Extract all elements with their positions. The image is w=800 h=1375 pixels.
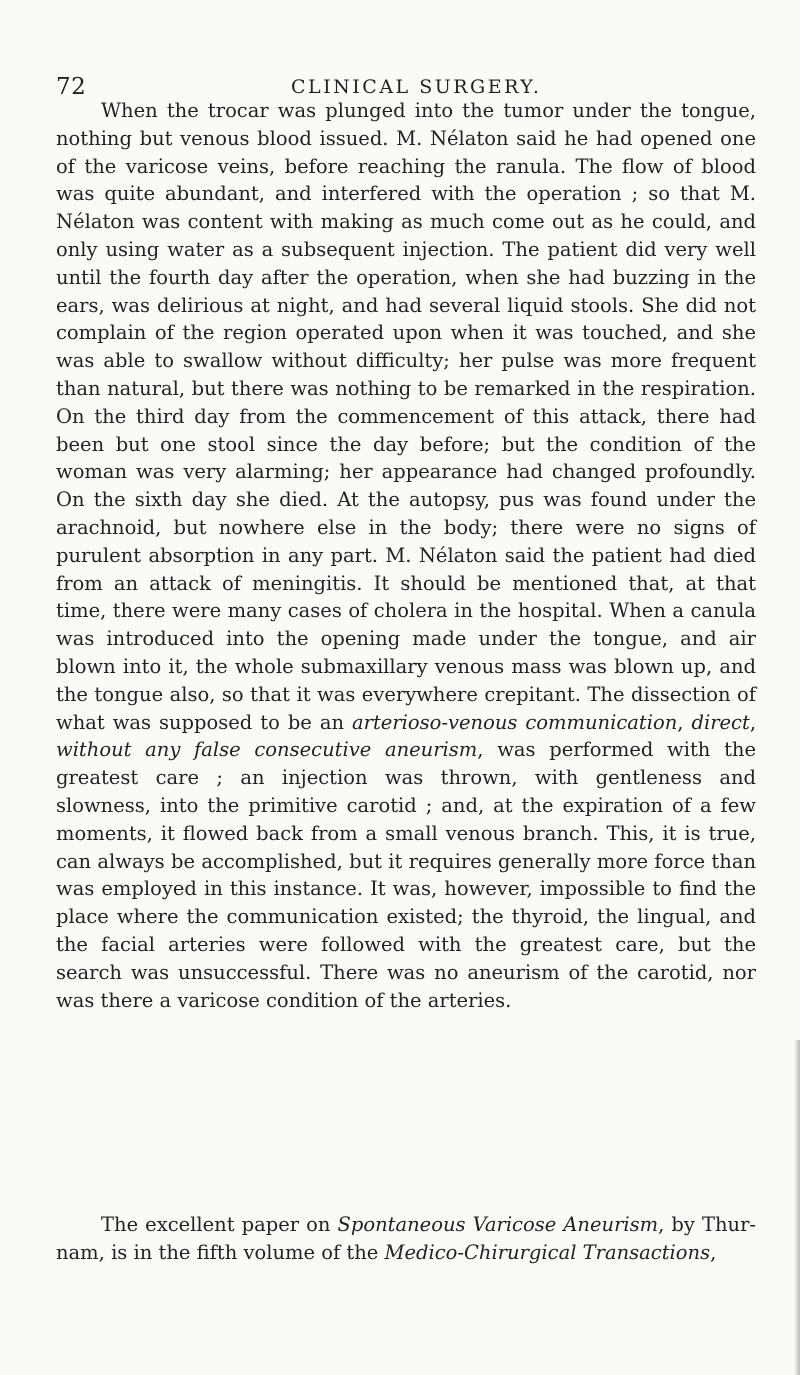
paragraph-reference xyxy=(56,1211,756,1267)
italic-without-false-aneurism: without any false consecutive aneurism xyxy=(56,738,478,762)
page-edge-shadow xyxy=(794,1040,800,1375)
italic-spontaneous-varicose-aneurism: Spontaneous Varicose Aneurism xyxy=(337,1213,659,1236)
italic-medico-chirurgical-transactions: Medico-Chirurgical Transactions xyxy=(384,1240,711,1264)
paragraph-2-text-c: , xyxy=(710,1240,717,1264)
paragraph-1-text-c: , xyxy=(749,710,757,734)
page-number: 72 xyxy=(56,74,87,100)
italic-direct: direct xyxy=(691,710,750,734)
paragraph-case-report xyxy=(56,97,756,1014)
running-title: CLINICAL SURGERY. xyxy=(291,76,542,98)
paragraph-2-text-b: , by Thur-nam, is in the fifth volume of the xyxy=(56,1213,756,1264)
italic-arterioso-venous: arterioso-venous communication xyxy=(352,710,678,734)
paragraph-2-text-a: The excellent paper on xyxy=(101,1213,338,1236)
paragraph-1-text-d: , was performed with the greatest care ; an injection was thrown, with gentleness and slowness, into the primitive carotid ; and, at the expiration of a few moments, it flowed back from a small venous branch. This, it is true, can always be accomplished, but it requires generally more force than was employed in this instance. It was, however, impossible to find the place where the communication existed; the thyroid, the lingual, and the facial arteries were followed with the greatest care, but the search was unsuccessful. There was no aneurism of the carotid, nor was there a varicose condition of the arteries. xyxy=(56,738,756,1012)
paragraph-1-text-b: , xyxy=(677,710,692,734)
paragraph-1-text-a: When the trocar was plunged into the tumor under the tongue, nothing but venous blood issued. M. Nélaton said he had opened one of the varicose veins, before reaching the ranula. The flow of blood was quite abundant, and interfered with the operation ; so that M. Nélaton was content with making as much come out as he could, and only using water as a subsequent injection. The patient did very well until the fourth day after the operation, when she had buzzing in the ears, was delirious at night, and had several liquid stools. She did not complain of the region operated upon when it was touched, and she was able to swallow without difficulty; her pulse was more frequent than natural, but there was nothing to be remarked in the respiration. On the third day from the commencement of this attack, there had been but one stool since the day before; but the condition of the woman was very alarming; her appearance had changed profoundly. On the sixth day she died. At the autopsy, pus was found under the arachnoid, but nowhere else in the body; there were no signs of purulent absorption in any part. M. Nélaton said the patient had died from an attack of meningitis. It should be mentioned that, at that time, there were many cases of cholera in the hospital. When a canula was introduced into the opening made under the tongue, and air blown into it, the whole submaxillary venous mass was blown up, and the tongue also, so that it was everywhere crepitant. The dissection of what was supposed to be an xyxy=(56,99,756,734)
